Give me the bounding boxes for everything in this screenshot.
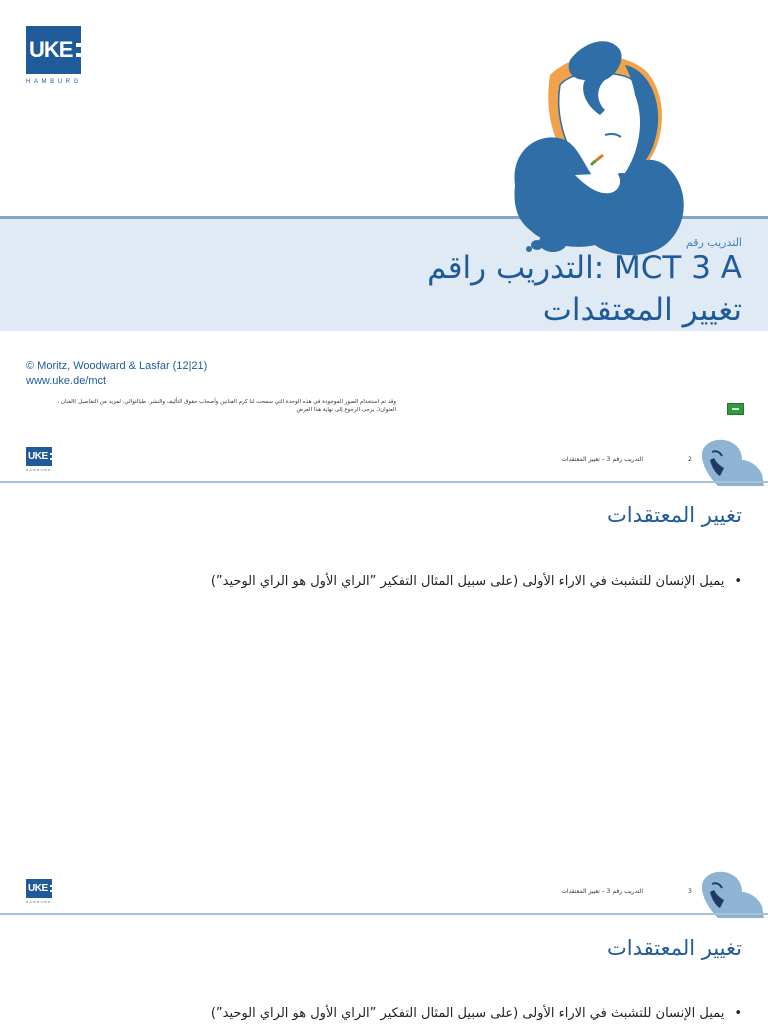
thinking-figure-icon [698, 870, 766, 918]
page-number: 3 [688, 888, 692, 895]
bullet-item: • يميل الإنسان للتشبث في الاراء الأولى (على سبيل المثال التفكير ”الراي الأول هو الراي الوحيد”) [211, 574, 742, 589]
uke-logo: UKE [26, 447, 52, 466]
slide-header-text: التدريب رقم 3 – تغيير المعتقدات [561, 888, 643, 895]
page-subtitle: تغيير المعتقدات [542, 292, 742, 328]
slide-title: تغيير المعتقدات [606, 936, 742, 960]
title-kicker: التدريب رقم [685, 236, 742, 249]
copyright-block [26, 359, 207, 389]
uke-logo-subtext: HAMBURG [26, 900, 52, 904]
page-number: 2 [688, 456, 692, 463]
website-link[interactable]: www.uke.de/mct [26, 375, 107, 387]
uke-logo-subtext: HAMBURG [26, 79, 82, 85]
uke-logo: UKE [26, 879, 52, 898]
slide-header-line [0, 913, 768, 915]
thinking-figure-icon [505, 35, 695, 260]
slide-header-text: التدريب رقم 3 – تغيير المعتقدات [561, 456, 643, 463]
uke-logo: UKE [26, 26, 81, 74]
uke-logo-subtext: HAMBURG [26, 468, 52, 472]
image-disclaimer: وقد تم استخدام الصور الموجودة في هذه الوحدة التي سمحت لنا كرم الفنانين وأصحاب حقوق التأليف والنشر. طبالتوالي. لمزيد من التفاصيل )الفنان ، العنوان(، يرجى الرجوع إلى نهاية هذا العرض [57, 399, 396, 413]
slide-header-line [0, 481, 768, 483]
copyright-text: © Moritz, Woodward & Lasfar (12|21) [26, 360, 208, 372]
thinking-figure-icon [698, 438, 766, 486]
page-title: التدريب راقم: MCT 3 A [427, 250, 742, 286]
bullet-item: • يميل الإنسان للتشبث في الاراء الأولى (على سبيل المثال التفكير ”الراي الأول هو الراي الوحيد”) [211, 1006, 742, 1021]
slide-title: تغيير المعتقدات [606, 503, 742, 527]
flag-icon [727, 403, 744, 415]
